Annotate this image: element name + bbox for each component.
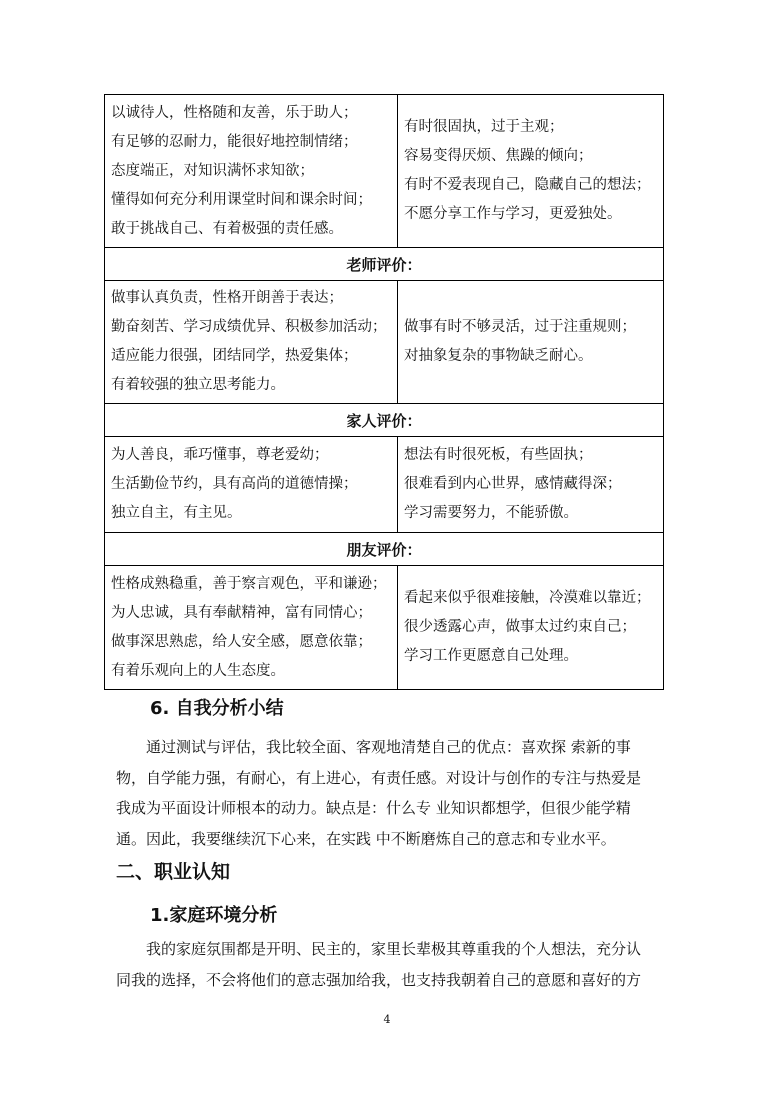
weakness-line: 很少透露心声，做事太过约束自己； (404, 619, 636, 635)
strength-line: 做事认真负责，性格开朗善于表达； (111, 290, 343, 306)
weakness-line: 有时不爱表现自己，隐藏自己的想法； (404, 177, 651, 193)
weakness-line: 有时很固执，过于主观； (404, 119, 564, 135)
weakness-line: 学习需要努力，不能骄傲。 (404, 505, 578, 521)
weaknesses-cell (398, 437, 664, 533)
career-heading: 二、职业认知 (116, 861, 231, 883)
strengths-cell (105, 281, 398, 404)
family-eval-header: 家人评价： (105, 404, 664, 437)
strength-line: 态度端正，对知识满怀求知欲； (111, 162, 314, 179)
summary-heading: 6. 自我分析小结 (150, 698, 284, 719)
strength-line: 敢于挑战自己、有着极强的责任感。 (111, 220, 343, 237)
weaknesses-cell (398, 95, 664, 248)
strengths-cell (105, 95, 398, 248)
family-env-heading: 1.家庭环境分析 (150, 905, 278, 926)
strength-line: 有足够的忍耐力，能很好地控制情绪； (111, 133, 358, 150)
friend-eval-row (105, 566, 664, 690)
summary-line: 通过测试与评估，我比较全面、客观地清楚自己的优点：喜欢探 索新的事 (146, 738, 631, 756)
evaluation-table (104, 94, 664, 690)
strength-line: 勤奋刻苦、学习成绩优异、积极参加活动； (111, 319, 387, 335)
weakness-line: 很难看到内心世界，感情藏得深； (404, 476, 622, 492)
weakness-line: 看起来似乎很难接触，冷漠难以靠近； (404, 590, 651, 606)
summary-line: 我成为平面设计师根本的动力。缺点是：什么专 业知识都想学，但很少能学精 (116, 799, 631, 817)
friend-eval-header: 朋友评价： (105, 533, 664, 566)
section-header-row (105, 404, 664, 437)
weakness-line: 不愿分享工作与学习，更爱独处。 (404, 206, 622, 222)
weakness-line: 想法有时很死板，有些固执； (404, 447, 593, 463)
family-env-line: 我的家庭氛围都是开明、民主的，家里长辈极其尊重我的个人想法，充分认 (146, 940, 642, 958)
strength-line: 为人忠诚，具有奉献精神，富有同情心； (111, 604, 372, 621)
strength-line: 有着乐观向上的人生态度。 (111, 662, 285, 679)
weakness-line: 容易变得厌烦、焦躁的倾向； (404, 148, 593, 164)
weakness-line: 做事有时不够灵活，过于注重规则； (404, 319, 636, 335)
strength-line: 性格成熟稳重，善于察言观色，平和谦逊； (111, 575, 387, 592)
weakness-line: 对抽象复杂的事物缺乏耐心。 (404, 348, 593, 364)
strength-line: 独立自主，有主见。 (111, 505, 242, 521)
strength-line: 有着较强的独立思考能力。 (111, 377, 285, 393)
strength-line: 懂得如何充分利用课堂时间和课余时间； (111, 191, 372, 208)
teacher-eval-header: 老师评价： (105, 248, 664, 281)
page-number: 4 (383, 1013, 391, 1026)
self-eval-row (105, 95, 664, 248)
strengths-cell (105, 437, 398, 533)
weaknesses-cell (398, 281, 664, 404)
section-header-row (105, 248, 664, 281)
summary-line: 通。因此，我要继续沉下心来，在实践 中不断磨炼自己的意志和专业水平。 (116, 829, 616, 848)
summary-line: 物，自学能力强，有耐心，有上进心，有责任感。对设计与创作的专注与热爱是 (116, 768, 642, 787)
strength-line: 适应能力很强，团结同学，热爱集体； (111, 348, 358, 364)
summary-paragraph (116, 732, 656, 854)
family-eval-row (105, 437, 664, 533)
strength-line: 以诚待人，性格随和友善，乐于助人； (111, 104, 358, 121)
family-env-paragraph (116, 934, 656, 995)
strength-line: 为人善良，乖巧懂事，尊老爱幼； (111, 447, 329, 463)
strength-line: 生活勤俭节约，具有高尚的道德情操； (111, 476, 358, 492)
weaknesses-cell (398, 566, 664, 690)
family-env-line: 同我的选择，不会将他们的意志强加给我，也支持我朝着自己的意愿和喜好的方 (116, 970, 642, 989)
weakness-line: 学习工作更愿意自己处理。 (404, 648, 578, 664)
strength-line: 做事深思熟虑，给人安全感，愿意依靠； (111, 633, 372, 650)
teacher-eval-row (105, 281, 664, 404)
section-header-row (105, 533, 664, 566)
strengths-cell (105, 566, 398, 690)
